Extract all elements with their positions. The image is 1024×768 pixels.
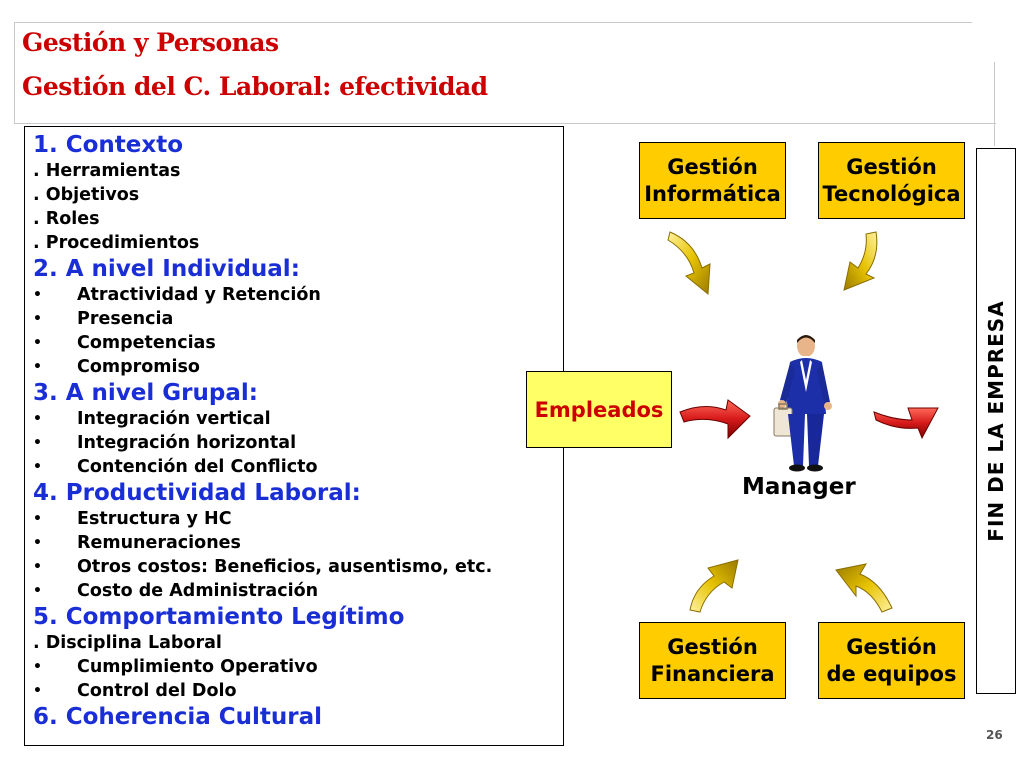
arrow-empleados-manager-icon [676,396,752,444]
bullet-icon: • [33,559,42,575]
section-heading: 3. A nivel Grupal: [33,380,258,406]
section-heading: 2. A nivel Individual: [33,256,300,282]
arrow-tecnologica-icon [836,228,908,298]
section-heading: 5. Comportamiento Legítimo [33,604,405,630]
list-item: . Objetivos [33,185,140,205]
bullet-item [33,307,563,331]
bullet-icon: • [33,335,42,351]
title-top-rule [14,22,972,23]
bullet-item [33,283,563,307]
empleados-box [526,371,672,448]
bullet-text: Presencia [77,309,174,329]
section-heading: 6. Coherencia Cultural [33,704,323,730]
bullet-item [33,579,563,603]
bullet-text: Integración vertical [77,409,271,429]
bullet-item [33,355,563,379]
bullet-text: Cumplimiento Operativo [77,657,318,677]
bullet-icon: • [33,287,42,303]
title-left-rule [14,22,15,124]
section-heading: 1. Contexto [33,132,184,158]
arrow-manager-fin-icon [872,402,942,446]
bullet-icon: • [33,583,42,599]
bullet-item [33,679,563,703]
bullet-text: Costo de Administración [77,581,319,601]
bullet-item [33,431,563,455]
gestion-informatica-box [639,142,786,219]
list-item: . Procedimientos [33,233,200,253]
bullet-item [33,507,563,531]
arrow-financiera-icon [682,556,754,618]
bullet-icon: • [33,535,42,551]
bullet-icon: • [33,659,42,675]
bullet-text: Compromiso [77,357,200,377]
bullet-item [33,407,563,431]
list-item: . Herramientas [33,161,181,181]
bullet-icon: • [33,459,42,475]
page-subtitle: Gestión del C. Laboral: efectividad [22,72,488,101]
bullet-text: Control del Dolo [77,681,237,701]
title-box [14,22,996,124]
bullet-item [33,655,563,679]
bullet-icon: • [33,435,42,451]
bullet-icon: • [33,411,42,427]
fin-empresa-box [976,148,1016,694]
gestion-informatica-label: Gestión Informática [644,154,781,206]
bullet-icon: • [33,359,42,375]
page-number: 26 [986,728,1003,742]
list-item: . Roles [33,209,100,229]
title-bottom-rule [14,123,996,124]
bullet-item [33,555,563,579]
bullet-item [33,331,563,355]
gestion-tecnologica-box [818,142,965,219]
title-right-rule [994,62,995,146]
bullet-text: Contención del Conflicto [77,457,318,477]
page-title: Gestión y Personas [22,28,279,57]
bullet-text: Atractividad y Retención [77,285,321,305]
bullet-item [33,531,563,555]
bullet-icon: • [33,683,42,699]
section-heading: 4. Productividad Laboral: [33,480,361,506]
bullet-text: Competencias [77,333,216,353]
manager-label: Manager [742,474,856,500]
bullet-text: Remuneraciones [77,533,241,553]
empleados-label: Empleados [534,397,664,422]
gestion-financiera-box [639,622,786,699]
manager-figure-icon [770,334,840,474]
gestion-equipos-box [818,622,965,699]
gestion-equipos-label: Gestión de equipos [826,634,957,686]
bullet-text: Otros costos: Beneficios, ausentismo, etc. [77,557,493,577]
topics-list [24,126,564,746]
gestion-tecnologica-label: Gestión Tecnológica [822,154,961,206]
bullet-icon: • [33,311,42,327]
bullet-text: Estructura y HC [77,509,232,529]
fin-empresa-label: FIN DE LA EMPRESA [984,300,1008,542]
bullet-icon: • [33,511,42,527]
arrow-informatica-icon [664,228,736,298]
arrow-equipos-icon [832,556,904,618]
bullet-text: Integración horizontal [77,433,297,453]
list-item: . Disciplina Laboral [33,633,222,653]
gestion-financiera-label: Gestión Financiera [650,634,775,686]
bullet-item [33,455,563,479]
